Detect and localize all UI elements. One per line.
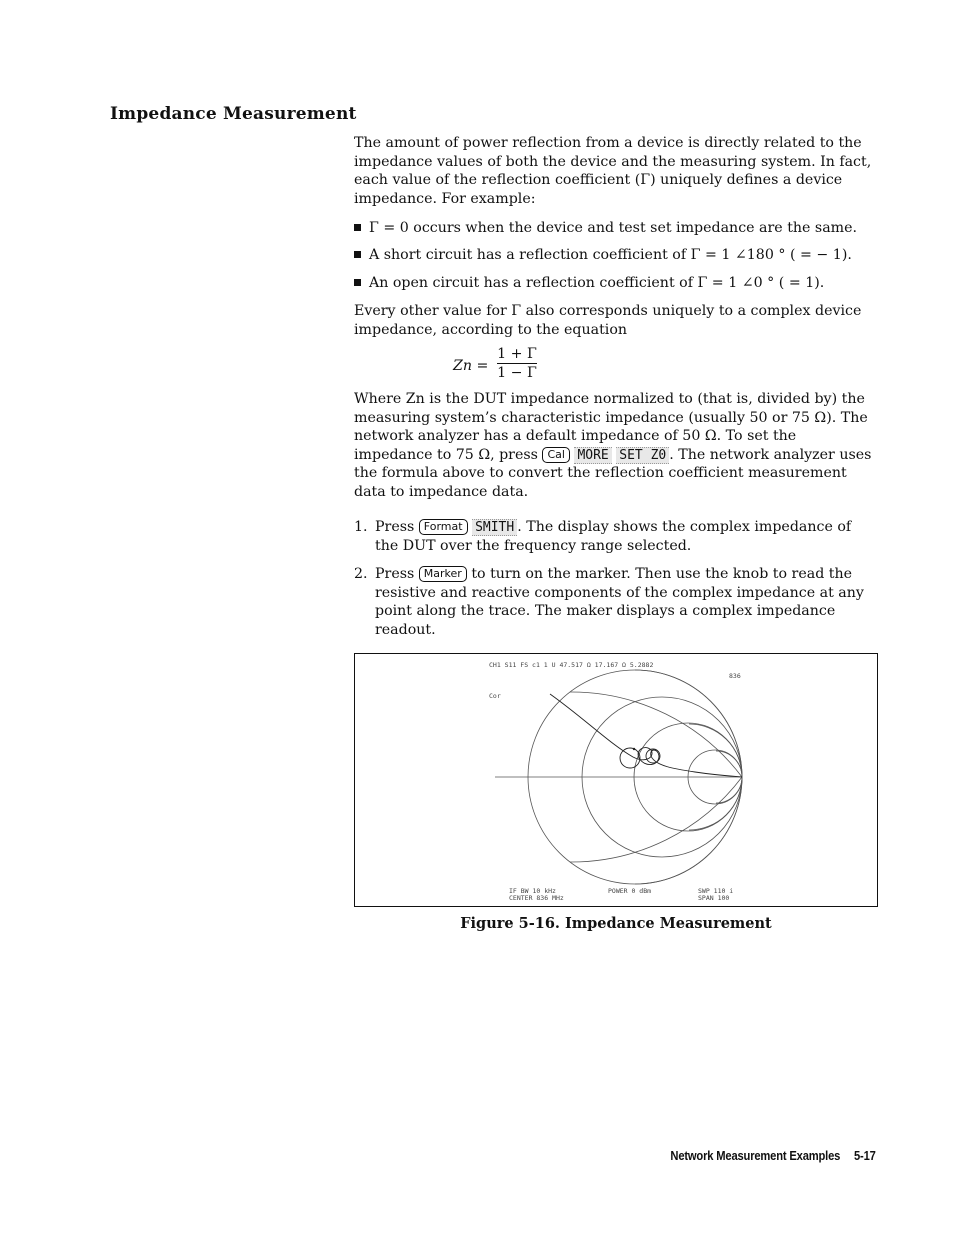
screen-sweep: SWP 110 i bbox=[698, 887, 734, 895]
page-number: 5-17 bbox=[854, 1148, 876, 1163]
impedance-paragraph: Where Zn is the DUT impedance normalized to (that is, divided by) the measuring system’s characteristic impedance (usually 50 or 75 Ω). The network analyzer has a default impedance of 50 Ω. To set the impedance to 75 Ω, press Cal MORE SET Z0 . The network analyzer uses the formula above to convert the reflection coefficient measurement data to impedance data. bbox=[354, 391, 872, 500]
bullet-item: Γ = 0 occurs when the device and test set impedance are the same. bbox=[354, 219, 874, 237]
smith-chart-display bbox=[355, 654, 879, 908]
screen-power: POWER 0 dBm bbox=[608, 887, 652, 895]
screen-center: CENTER 836 MHz bbox=[509, 894, 564, 902]
smith-reactance-arc bbox=[716, 777, 742, 803]
footer-section-title: Network Measurement Examples bbox=[670, 1148, 841, 1163]
equation-fraction bbox=[497, 346, 537, 381]
screen-ifbw: IF BW 10 kHz bbox=[509, 887, 556, 895]
step-item: 1. Press Format SMITH . The display shows the complex impedance of the DUT over the frequency range selected. bbox=[354, 519, 852, 554]
bullet-square-icon bbox=[354, 224, 361, 231]
smith-reactance-arc bbox=[635, 670, 742, 777]
section-heading: Impedance Measurement bbox=[110, 104, 357, 124]
more-softkey[interactable]: MORE bbox=[574, 447, 611, 464]
screen-header: CH1 S11 FS c1 1 U 47.517 Ω 17.167 Ω 5.2882 bbox=[489, 661, 654, 669]
measurement-trace bbox=[550, 694, 742, 777]
format-key[interactable]: Format bbox=[419, 519, 468, 535]
step-number: 2. bbox=[354, 566, 368, 582]
bullet-item: A short circuit has a reflection coefficient of Γ = 1 ∠180 ° ( = − 1). bbox=[354, 246, 874, 264]
marker-point bbox=[633, 748, 635, 750]
page-footer bbox=[671, 1148, 876, 1163]
screen-span: SPAN 100 bbox=[698, 894, 730, 902]
equation-lhs: Zn = bbox=[453, 358, 489, 374]
equation-intro-paragraph: Every other value for Γ also corresponds uniquely to a complex device impedance, according to the equation bbox=[354, 303, 862, 338]
smith-reactance-arc bbox=[689, 777, 742, 830]
equation-numerator: 1 + Γ bbox=[497, 346, 537, 362]
smith-reactance-arc bbox=[689, 724, 742, 777]
set-z0-softkey[interactable]: SET Z0 bbox=[616, 447, 669, 464]
cal-key[interactable]: Cal bbox=[542, 447, 569, 463]
smith-reactance-arc bbox=[716, 751, 742, 777]
marker-key[interactable]: Marker bbox=[419, 566, 467, 582]
step-number: 1. bbox=[354, 519, 368, 535]
figure-caption: Figure 5-16. Impedance Measurement bbox=[460, 915, 772, 932]
bullet-square-icon bbox=[354, 251, 361, 258]
step-item: 2. Press Marker to turn on the marker. Then use the knob to read the resistive and reactive components of the complex impedance at any point along the trace. The maker displays a complex impedance readout. bbox=[354, 566, 864, 638]
bullet-item: An open circuit has a reflection coefficient of Γ = 1 ∠0 ° ( = 1). bbox=[354, 274, 874, 292]
smith-reactance-arc bbox=[570, 692, 742, 777]
bullet-square-icon bbox=[354, 279, 361, 286]
screen-header-freq: 836 bbox=[729, 672, 741, 680]
smith-reactance-arc bbox=[635, 777, 742, 884]
equation-denominator: 1 − Γ bbox=[497, 365, 537, 381]
intro-paragraph: The amount of power reflection from a device is directly related to the impedance values of both the device and the measuring system. In fact, each value of the reflection coefficient (Γ) uniquely defines a device impedance. For example: bbox=[354, 135, 872, 207]
smith-chart-figure bbox=[354, 653, 878, 907]
smith-reactance-arc bbox=[570, 777, 742, 862]
smith-softkey[interactable]: SMITH bbox=[472, 519, 517, 536]
screen-cor-label: Cor bbox=[489, 692, 501, 700]
